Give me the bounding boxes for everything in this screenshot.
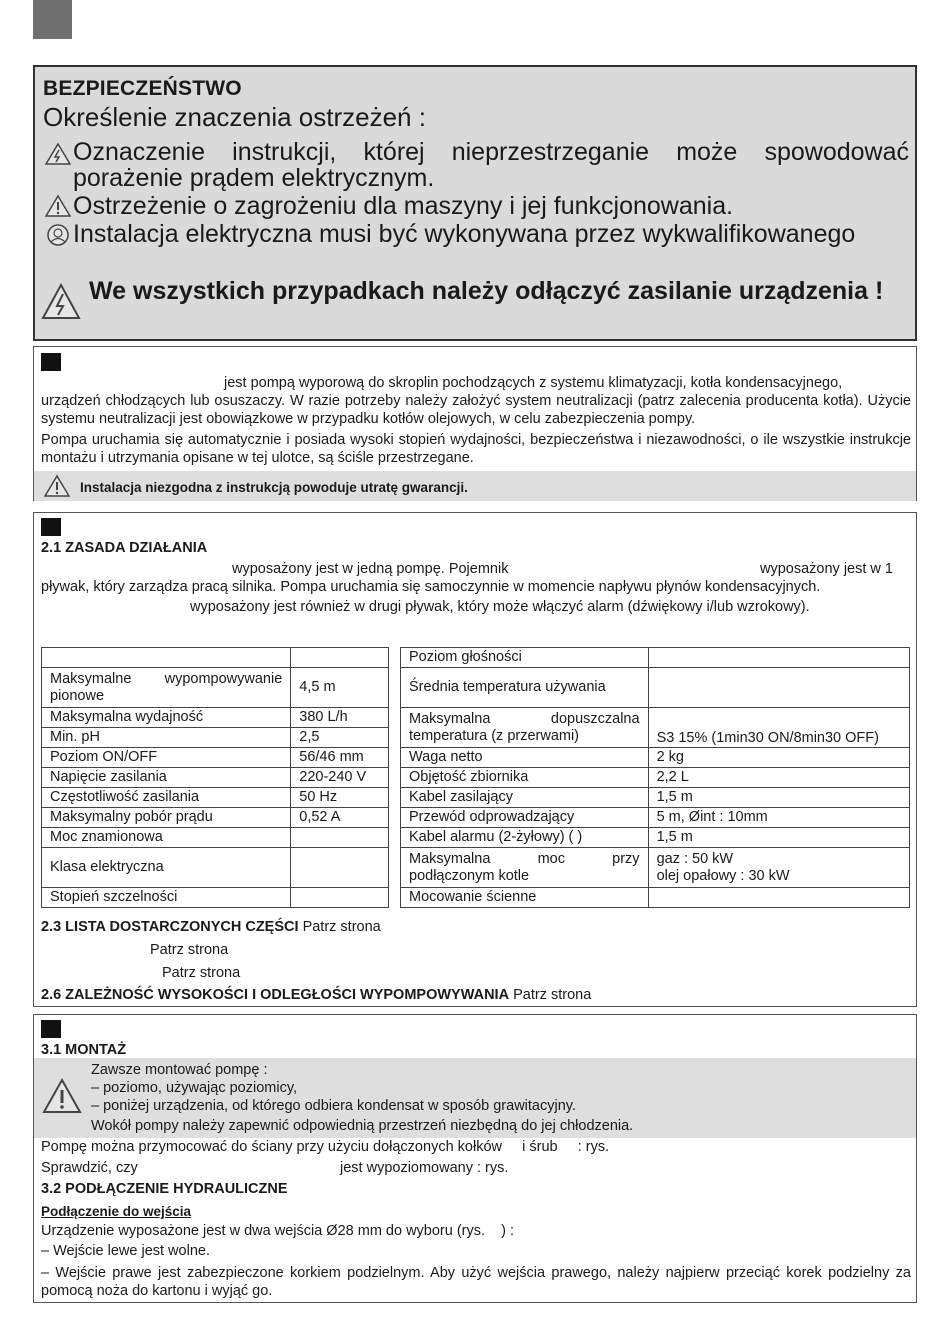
principle-text-1c: pływak, który zarządza pracą silnika. Pompa uruchamia się samoczynnie w momencie napływu płynów kondensacyjnych.	[41, 579, 821, 595]
heading-3-2: 3.2 PODŁĄCZENIE HYDRAULICZNE	[41, 1181, 288, 1197]
mount-warning-3: – poniżej urządzenia, od którego odbiera kondensat w sposób grawitacyjny.	[91, 1098, 576, 1114]
spec-value: 4,5 m	[291, 668, 389, 708]
safety-line-2: Ostrzeżenie o zagrożeniu dla maszyny i jej funkcjonowania.	[73, 192, 734, 220]
spec-label: Maksymalna moc przy podłączonym kotle	[401, 848, 649, 888]
safety-subheading: Określenie znaczenia ostrzeżeń :	[43, 102, 426, 132]
safety-box	[33, 65, 917, 341]
spec-label: Maksymalna dopuszczalna temperatura (z przerwami)	[401, 708, 649, 748]
principle-text-2: wyposażony jest również w drugi pływak, który może włączyć alarm (dźwiękowy i/lub wzrokowy).	[190, 599, 810, 615]
spec-value: 1,5 m	[648, 788, 909, 808]
parts-list-line	[41, 918, 381, 936]
height-distance-ref: Patrz strona	[513, 987, 592, 1003]
spec-value: 2,5	[291, 728, 389, 748]
spec-row	[401, 648, 910, 668]
spec-label: Klasa elektryczna	[42, 848, 291, 888]
spec-label: Maksymalny pobór prądu	[42, 808, 291, 828]
spec-table-right	[400, 647, 910, 908]
spec-value	[291, 828, 389, 848]
spec-value: S3 15% (1min30 ON/8min30 OFF)	[648, 708, 909, 748]
warranty-note: Instalacja niezgodna z instrukcją powoduje utratę gwarancji.	[80, 480, 468, 495]
spec-value	[291, 648, 389, 668]
spec-value	[291, 848, 389, 888]
page-number-block	[33, 0, 72, 39]
spec-row	[401, 668, 910, 708]
spec-label: Średnia temperatura używania	[401, 668, 649, 708]
spec-value: 50 Hz	[291, 788, 389, 808]
spec-label: Moc znamionowa	[42, 828, 291, 848]
spec-row	[401, 828, 910, 848]
inlet-left: – Wejście lewe jest wolne.	[41, 1243, 210, 1259]
mount-warning-1: Zawsze montować pompę :	[91, 1062, 268, 1078]
safety-line-3: Instalacja elektryczna musi być wykonywana przez wykwalifikowanego	[73, 220, 856, 248]
spec-row	[42, 648, 389, 668]
spec-label: Maksymalne wypompowywanie pionowe	[42, 668, 291, 708]
spec-label: Poziom głośności	[401, 648, 649, 668]
spec-row	[42, 828, 389, 848]
spec-label	[42, 648, 291, 668]
spec-value: 2,2 L	[648, 768, 909, 788]
spec-value	[648, 668, 909, 708]
spec-label: Kabel zasilający	[401, 788, 649, 808]
section-2-4-ref: Patrz strona	[150, 942, 229, 958]
warning-icon	[45, 194, 71, 218]
warning-icon-large	[42, 1077, 82, 1115]
spec-row	[401, 808, 910, 828]
principle-text-1b: wyposażony jest w 1	[760, 561, 893, 577]
spec-row	[42, 808, 389, 828]
section-1-box	[33, 346, 917, 501]
spec-row	[401, 848, 910, 888]
spec-value: 380 L/h	[291, 708, 389, 728]
warning-icon	[44, 474, 70, 498]
section-3-box	[33, 1014, 917, 1303]
spec-row	[42, 708, 389, 728]
spec-row	[42, 668, 389, 708]
spec-row	[401, 748, 910, 768]
electric-warning-icon	[45, 142, 71, 166]
height-distance-line	[41, 986, 591, 1004]
spec-table-left	[41, 647, 389, 908]
principle-text-1a: wyposażony jest w jedną pompę. Pojemnik	[232, 561, 509, 577]
disconnect-warning: We wszystkich przypadkach należy odłączyć zasilanie urządzenia !	[89, 277, 884, 305]
inlet-text: Urządzenie wyposażone jest w dwa wejścia Ø28 mm do wyboru (rys. ) :	[41, 1223, 515, 1239]
spec-label: Kabel alarmu (2-żyłowy) ( )	[401, 828, 649, 848]
mount-warning-2: – poziomo, używając poziomicy,	[91, 1080, 298, 1096]
heading-2-3: 2.3 LISTA DOSTARCZONYCH CZĘŚCI	[41, 919, 299, 935]
spec-label: Napięcie zasilania	[42, 768, 291, 788]
spec-value	[291, 888, 389, 908]
section-2-box	[33, 512, 917, 1007]
spec-row	[42, 788, 389, 808]
spec-row	[401, 888, 910, 908]
inlet-right: – Wejście prawe jest zabezpieczone korkiem podzielnym. Aby użyć wejścia prawego, należy najpierw przeciąć korek podzielny za pomocą noża do kartonu i wyjąć go.	[41, 1265, 911, 1299]
spec-label: Min. pH	[42, 728, 291, 748]
spec-row	[401, 768, 910, 788]
spec-value: 56/46 mm	[291, 748, 389, 768]
safety-heading: BEZPIECZEŃSTWO	[43, 77, 242, 100]
spec-row	[401, 788, 910, 808]
level-check-b: jest wypoziomowany : rys.	[340, 1160, 509, 1176]
intro-text-1: jest pompą wyporową do skroplin pochodzących z systemu klimatyzacji, kotła kondensacyjnego,	[224, 375, 843, 391]
parts-ref: Patrz strona	[302, 919, 381, 935]
spec-value: 0,52 A	[291, 808, 389, 828]
heading-2-1: 2.1 ZASADA DZIAŁANIA	[41, 540, 208, 556]
spec-label: Maksymalna wydajność	[42, 708, 291, 728]
heading-3-1: 3.1 MONTAŻ	[41, 1042, 127, 1058]
section-2-5-ref: Patrz strona	[162, 965, 241, 981]
spec-value: gaz : 50 kW olej opałowy : 30 kW	[648, 848, 909, 888]
spec-label: Częstotliwość zasilania	[42, 788, 291, 808]
spec-label: Objętość zbiornika	[401, 768, 649, 788]
spec-label: Przewód odprowadzający	[401, 808, 649, 828]
spec-label: Mocowanie ścienne	[401, 888, 649, 908]
spec-value: 2 kg	[648, 748, 909, 768]
spec-value: 220-240 V	[291, 768, 389, 788]
spec-row	[42, 888, 389, 908]
spec-row	[42, 768, 389, 788]
electrician-icon	[45, 223, 71, 247]
spec-label: Waga netto	[401, 748, 649, 768]
spec-row	[42, 748, 389, 768]
spec-value: 1,5 m	[648, 828, 909, 848]
spec-value	[648, 648, 909, 668]
section-3-marker	[41, 1020, 61, 1038]
safety-line-1: Oznaczenie instrukcji, której nieprzestrzeganie może spowodować porażenie prądem elektrycznym.	[73, 138, 909, 192]
spec-label: Stopień szczelności	[42, 888, 291, 908]
spec-row	[401, 708, 910, 748]
inlet-subheading: Podłączenie do wejścia	[41, 1204, 192, 1219]
wall-mount-text: Pompę można przymocować do ściany przy użyciu dołączonych kołków i śrub : rys.	[41, 1139, 610, 1155]
intro-text-1b: urządzeń chłodzących lub osuszaczy. W razie potrzeby należy założyć system neutralizacji (patrz zalecenia producenta kotła). Użycie systemu neutralizacji jest obowiązkowe w przypadku kotłów olejowych, w celu zabezpieczenia pompy.	[41, 393, 911, 427]
spec-row	[42, 848, 389, 888]
spec-value: 5 m, Øint : 10mm	[648, 808, 909, 828]
spec-value	[648, 888, 909, 908]
heading-2-6: 2.6 ZALEŻNOŚĆ WYSOKOŚCI I ODLEGŁOŚCI WYPOMPOWYWANIA	[41, 987, 510, 1003]
intro-text-2: Pompa uruchamia się automatycznie i posiada wysoki stopień wydajności, bezpieczeństwa i niezawodności, o ile wszystkie instrukcje montażu i utrzymania opisane w tej ulotce, są ściśle przestrzegane.	[41, 432, 911, 466]
electric-warning-icon-large	[41, 282, 81, 322]
mount-warning-4: Wokół pompy należy zapewnić odpowiednią przestrzeń niezbędną do jej chłodzenia.	[91, 1118, 634, 1134]
spec-row	[42, 728, 389, 748]
spec-label: Poziom ON/OFF	[42, 748, 291, 768]
section-1-marker	[41, 353, 61, 371]
section-2-marker	[41, 518, 61, 536]
level-check-a: Sprawdzić, czy	[41, 1160, 138, 1176]
